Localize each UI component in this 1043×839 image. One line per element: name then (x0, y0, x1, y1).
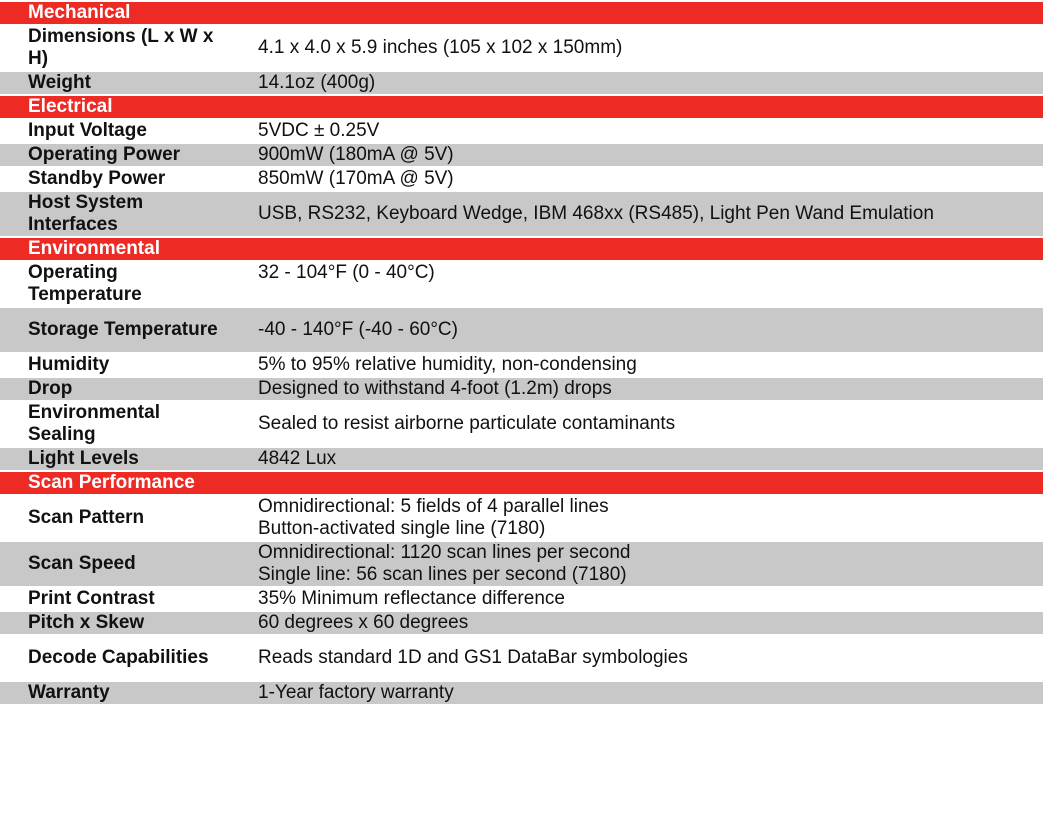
spec-row-decode-capabilities (0, 636, 1043, 680)
section-header-environmental (0, 238, 1043, 260)
spec-label: Humidity (0, 354, 236, 376)
section-header-mechanical (0, 2, 1043, 24)
spec-label: Weight (0, 72, 236, 94)
spec-value: -40 - 140°F (-40 - 60°C) (236, 308, 1043, 352)
spec-value: Reads standard 1D and GS1 DataBar symbologies (236, 636, 1043, 680)
spec-value (236, 496, 1043, 540)
spec-value: 5VDC ± 0.25V (236, 120, 1043, 142)
spec-label: Dimensions (L x W x H) (0, 26, 236, 70)
spec-row-warranty (0, 682, 1043, 704)
spec-value: 60 degrees x 60 degrees (236, 612, 1043, 634)
spec-label: Input Voltage (0, 120, 236, 142)
spec-label: Pitch x Skew (0, 612, 236, 634)
spec-value: 1-Year factory warranty (236, 682, 1043, 704)
spec-label: Warranty (0, 682, 236, 704)
spec-row-print-contrast (0, 588, 1043, 610)
spec-value: 900mW (180mA @ 5V) (236, 144, 1043, 166)
spec-value: 14.1oz (400g) (236, 72, 1043, 94)
spec-label: Environmental Sealing (0, 402, 236, 446)
spec-value: 5% to 95% relative humidity, non-condensing (236, 354, 1043, 376)
spec-label: Standby Power (0, 168, 236, 190)
spec-value: Sealed to resist airborne particulate contaminants (236, 402, 1043, 446)
spec-label: Scan Speed (0, 542, 236, 586)
spec-row-operating-temperature (0, 262, 1043, 306)
spec-value-line: Single line: 56 scan lines per second (7180) (258, 564, 627, 585)
section-header-scan-performance (0, 472, 1043, 494)
spec-row-scan-pattern (0, 496, 1043, 540)
spec-label: Host System Interfaces (0, 192, 236, 236)
spec-value: USB, RS232, Keyboard Wedge, IBM 468xx (RS485), Light Pen Wand Emulation (236, 192, 1043, 236)
spec-label: Storage Temperature (0, 308, 236, 352)
spec-label: Light Levels (0, 448, 236, 470)
spec-row-input-voltage (0, 120, 1043, 142)
spec-row-environmental-sealing (0, 402, 1043, 446)
spec-label: Decode Capabilities (0, 636, 236, 680)
spec-row-standby-power (0, 168, 1043, 190)
spec-value (236, 542, 1043, 586)
section-title: Scan Performance (0, 472, 1043, 494)
spec-value-line: Omnidirectional: 1120 scan lines per second (258, 542, 631, 563)
spec-row-dimensions (0, 26, 1043, 70)
spec-row-host-interfaces (0, 192, 1043, 236)
spec-value-line: Button-activated single line (7180) (258, 518, 546, 539)
spec-label: Print Contrast (0, 588, 236, 610)
spec-value: 850mW (170mA @ 5V) (236, 168, 1043, 190)
spec-value: 4842 Lux (236, 448, 1043, 470)
section-title: Electrical (0, 96, 1043, 118)
spec-value-line: Omnidirectional: 5 fields of 4 parallel lines (258, 496, 609, 517)
spec-label: Scan Pattern (0, 496, 236, 540)
spec-value: 4.1 x 4.0 x 5.9 inches (105 x 102 x 150mm) (236, 26, 1043, 70)
spec-row-storage-temperature (0, 308, 1043, 352)
spec-row-weight (0, 72, 1043, 94)
spec-row-light-levels (0, 448, 1043, 470)
spec-label: Operating Power (0, 144, 236, 166)
spec-row-scan-speed (0, 542, 1043, 586)
section-title: Environmental (0, 238, 1043, 260)
spec-value: Designed to withstand 4-foot (1.2m) drops (236, 378, 1043, 400)
spec-label: Drop (0, 378, 236, 400)
spec-row-humidity (0, 354, 1043, 376)
section-header-electrical (0, 96, 1043, 118)
spec-value: 32 - 104°F (0 - 40°C) (236, 262, 1043, 306)
spec-row-drop (0, 378, 1043, 400)
spec-row-operating-power (0, 144, 1043, 166)
spec-label: Operating Temperature (0, 262, 236, 306)
spec-row-pitch-skew (0, 612, 1043, 634)
spec-value: 35% Minimum reflectance difference (236, 588, 1043, 610)
section-title: Mechanical (0, 2, 1043, 24)
